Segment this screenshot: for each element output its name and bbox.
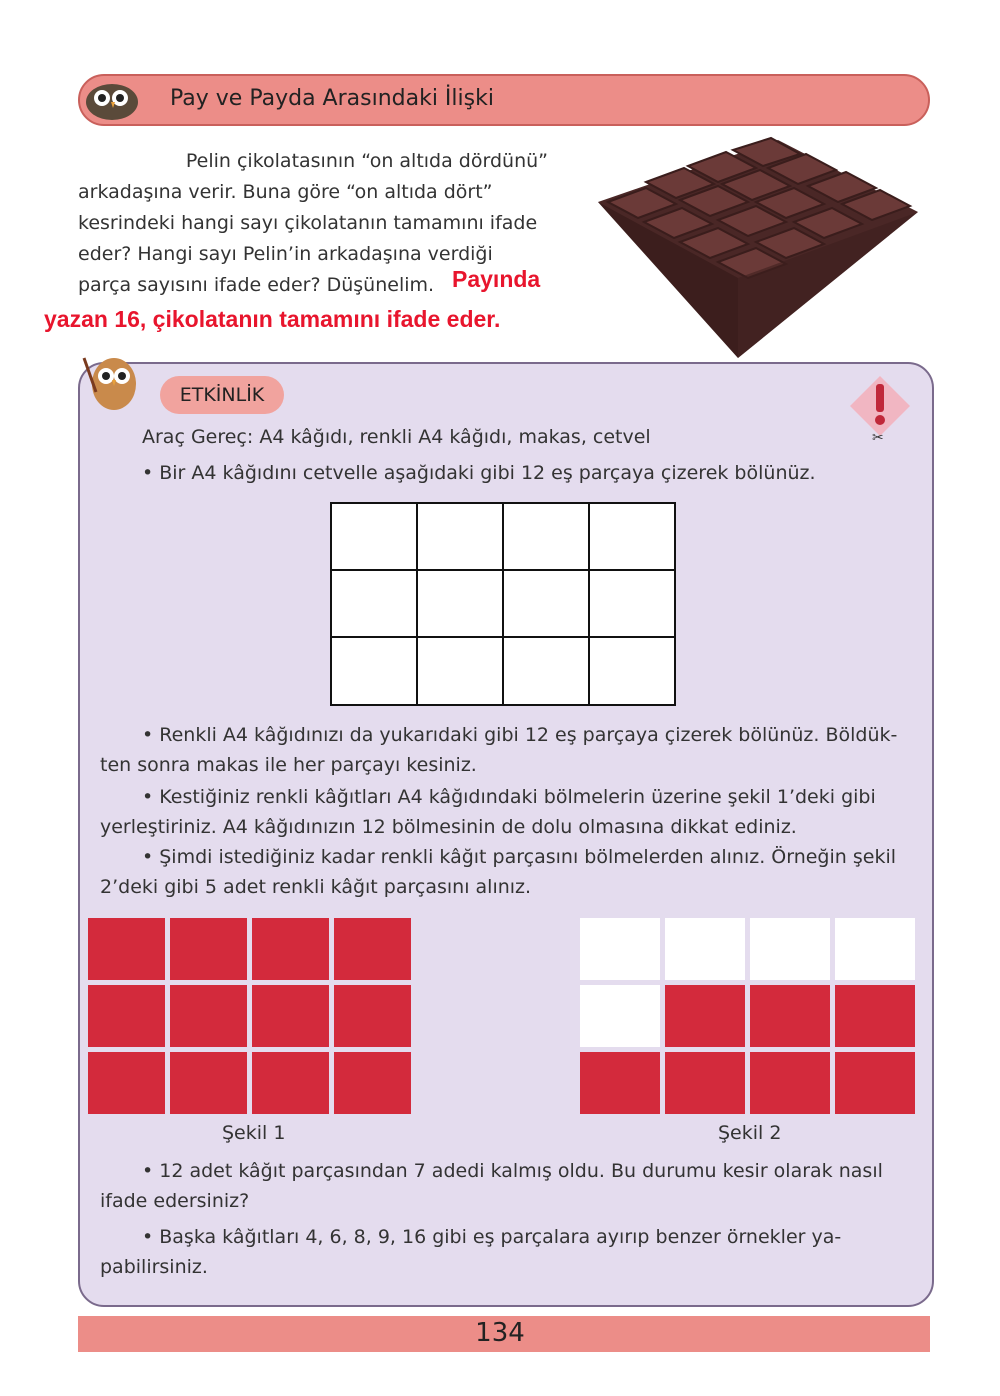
figure-1-caption: Şekil 1 xyxy=(222,1122,286,1144)
filled-piece xyxy=(170,1052,247,1114)
chocolate-bar-image xyxy=(588,132,928,366)
materials-value: A4 kâğıdı, renkli A4 kâğıdı, makas, cetvel xyxy=(259,426,651,448)
filled-piece xyxy=(252,918,329,980)
paragraph-line: • Şimdi istediğiniz kadar renkli kâğıt parçasını bölmelerden alınız. Örneğin şekil xyxy=(142,846,897,868)
svg-text:✂: ✂ xyxy=(872,430,884,446)
empty-piece xyxy=(835,918,915,980)
warning-scissors-icon xyxy=(850,376,910,450)
filled-piece xyxy=(750,985,830,1047)
filled-piece xyxy=(835,985,915,1047)
filled-piece xyxy=(334,1052,411,1114)
intro-line: arkadaşına verir. Buna göre “on altıda dört” xyxy=(78,181,493,203)
paragraph-line: • Başka kâğıtları 4, 6, 8, 9, 16 gibi eş parçalara ayırıp benzer örnekler ya- xyxy=(142,1226,842,1248)
empty-grid-figure xyxy=(330,502,676,706)
answer-note-part2: yazan 16, çikolatanın tamamını ifade eder. xyxy=(44,306,501,332)
filled-piece xyxy=(170,918,247,980)
materials-label: Araç Gereç: xyxy=(142,426,254,448)
filled-piece xyxy=(334,985,411,1047)
intro-line: kesrindeki hangi sayı çikolatanın tamamını ifade xyxy=(78,212,538,234)
filled-piece xyxy=(252,985,329,1047)
filled-piece xyxy=(252,1052,329,1114)
owl-teacher-icon xyxy=(76,348,146,418)
activity-tab-label: ETKİNLİK xyxy=(160,376,284,414)
filled-piece xyxy=(580,1052,660,1114)
empty-piece xyxy=(665,918,745,980)
paragraph-6 xyxy=(100,1222,920,1282)
filled-piece xyxy=(334,918,411,980)
materials-line xyxy=(142,422,651,452)
page-number: 134 xyxy=(475,1318,525,1348)
figure-2-caption: Şekil 2 xyxy=(718,1122,782,1144)
paragraph-line: • Kestiğiniz renkli kâğıtları A4 kâğıdındaki bölmelerin üzerine şekil 1’deki gibi xyxy=(142,786,876,808)
filled-piece xyxy=(88,1052,165,1114)
filled-piece xyxy=(665,1052,745,1114)
paragraph-line: pabilirsiniz. xyxy=(100,1256,208,1278)
paragraph-line: • 12 adet kâğıt parçasından 7 adedi kalmış oldu. Bu durumu kesir olarak nasıl xyxy=(142,1160,883,1182)
paragraph-3 xyxy=(100,782,920,842)
intro-line: Pelin çikolatasının “on altıda dördünü” xyxy=(185,150,548,172)
filled-piece xyxy=(88,985,165,1047)
empty-piece xyxy=(750,918,830,980)
paragraph-line: • Renkli A4 kâğıdınızı da yukarıdaki gibi 12 eş parçaya çizerek bölünüz. Böldük- xyxy=(142,724,898,746)
paragraph-4 xyxy=(100,842,920,902)
filled-piece xyxy=(750,1052,830,1114)
step1-text: • Bir A4 kâğıdını cetvelle aşağıdaki gibi 12 eş parçaya çizerek bölünüz. xyxy=(142,462,816,484)
empty-piece xyxy=(580,985,660,1047)
filled-piece xyxy=(665,985,745,1047)
owl-mascot-icon xyxy=(80,78,144,126)
empty-piece xyxy=(580,918,660,980)
filled-piece xyxy=(88,918,165,980)
intro-line: parça sayısını ifade eder? Düşünelim. xyxy=(78,274,435,296)
figure-1-grid xyxy=(88,918,420,1116)
paragraph-line: ifade edersiniz? xyxy=(100,1190,250,1212)
paragraph-line: yerleştiriniz. A4 kâğıdınızın 12 bölmesinin de dolu olmasına dikkat ediniz. xyxy=(100,816,797,838)
paragraph-line: ten sonra makas ile her parçayı kesiniz. xyxy=(100,754,477,776)
intro-line: eder? Hangi sayı Pelin’in arkadaşına verdiği xyxy=(78,243,493,265)
paragraph-2 xyxy=(100,720,920,780)
filled-piece xyxy=(170,985,247,1047)
figure-2-grid xyxy=(580,918,920,1116)
answer-note-part1: Payında xyxy=(452,266,541,292)
paragraph-line: 2’deki gibi 5 adet renkli kâğıt parçasını alınız. xyxy=(100,876,532,898)
filled-piece xyxy=(835,1052,915,1114)
paragraph-5 xyxy=(100,1156,920,1216)
section-title: Pay ve Payda Arasındaki İlişki xyxy=(170,86,494,111)
